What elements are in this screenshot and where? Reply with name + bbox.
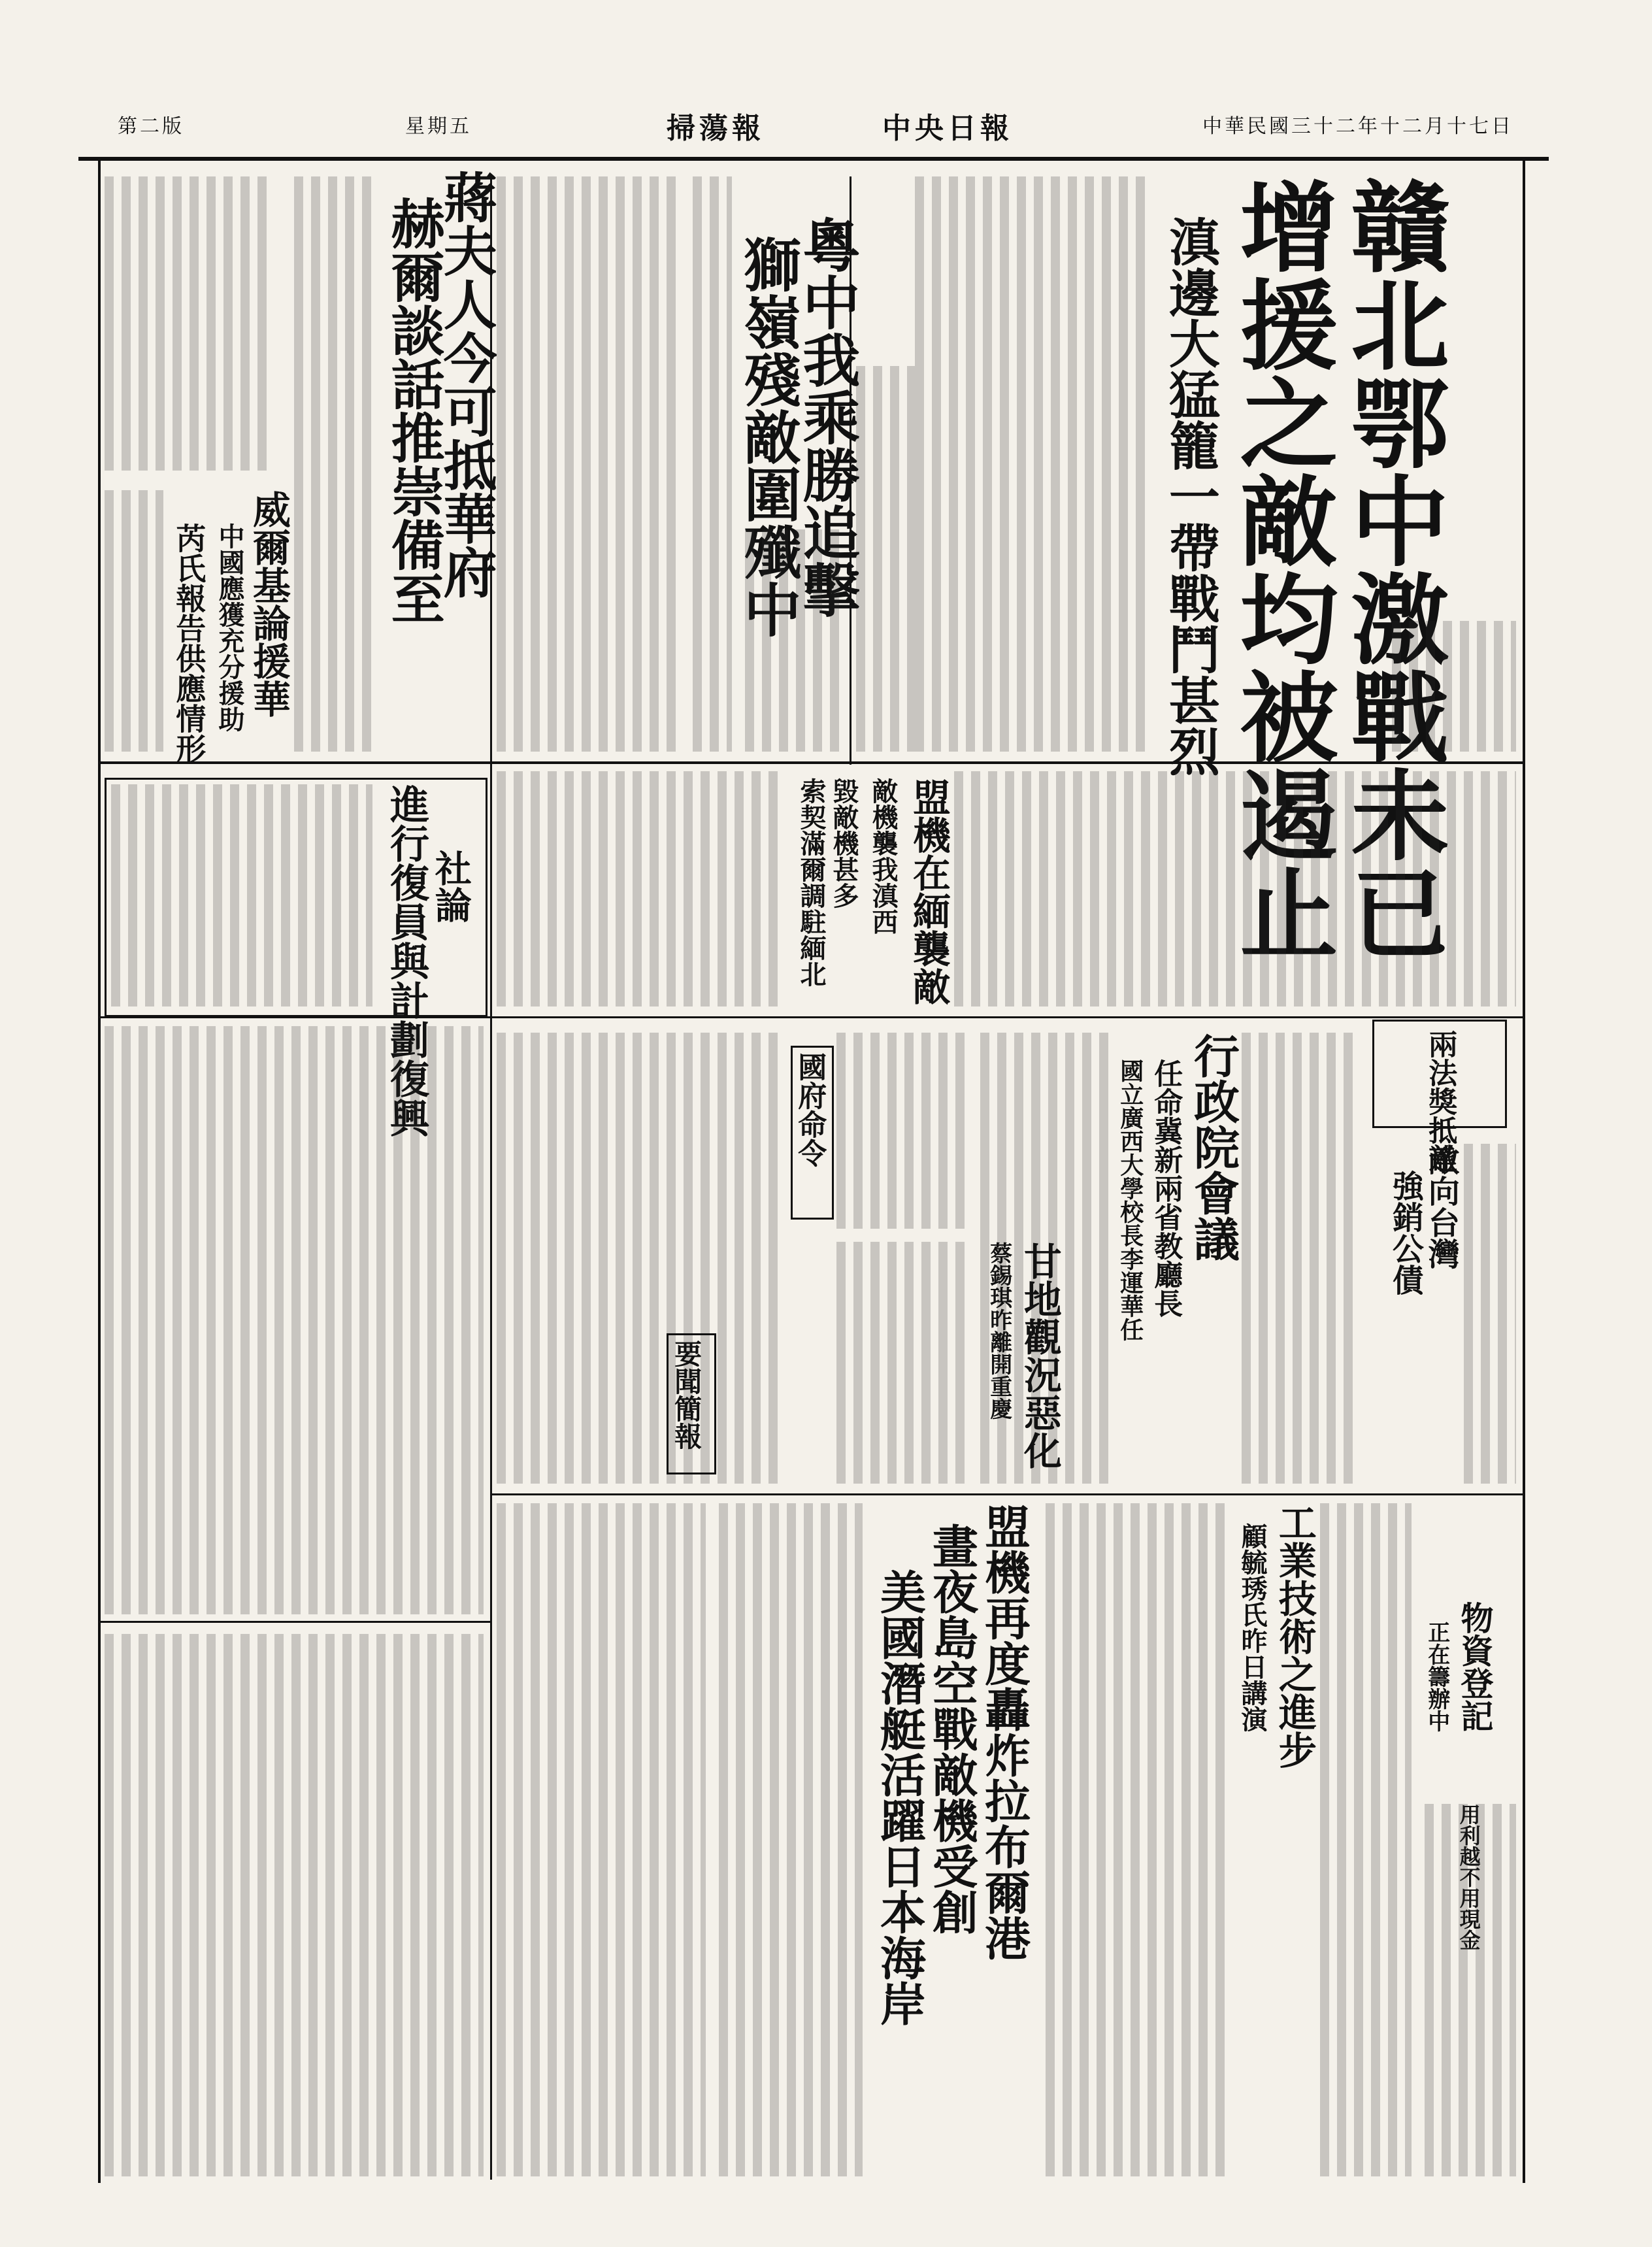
editorial-tag: 社論 [429,850,472,923]
aid-headline-1: 威爾基論援華 [246,490,291,718]
article-text-block [1425,1804,1516,2176]
article-text-block [915,176,1150,752]
article-text-block [294,176,372,752]
rabaul-headline-3: 美國潛艇活躍日本海岸 [872,1569,927,2026]
masthead-day: 星期五 [405,115,472,138]
article-text-block [1392,621,1516,752]
industry-headline-1: 工業技術之進步 [1272,1503,1317,1769]
rabaul-headline-1: 盟機再度轟炸拉布爾港 [977,1503,1032,1961]
article-text-block [497,1033,784,1484]
article-text-block [856,366,915,752]
allied-headline-4: 索契滿爾調駐緬北 [796,778,827,987]
news-brief-headline: 要聞簡報 [670,1340,703,1450]
left-border [98,157,101,2183]
bottom-headline: 用利越不用現金 [1456,1804,1481,1950]
editorial-headline: 進行復員與計劃復興 [384,784,429,1137]
chiang-headline-2: 赫爾談話推崇備至 [382,196,446,625]
council-headline-3: 國立廣西大學校長李運華任 [1116,1059,1144,1341]
article-text-block [836,1242,967,1484]
vertical-rule-1 [490,761,492,2180]
masthead-edition: 掃蕩報 [667,112,765,145]
aid-headline-3: 芮氏報告供應情形 [171,523,207,763]
article-text-block [745,529,843,752]
goods-headline-2: 正在籌辦中 [1423,1621,1450,1732]
main-headline-1: 贛北鄂中激戰未已 [1334,176,1449,961]
article-text-block [1046,1503,1229,2176]
land-headline-1: 甘地觀況惡化 [1017,1242,1062,1469]
article-text-block [1242,1033,1359,1484]
article-text-block [111,784,372,1007]
main-headline-2: 增援之敵均被遏止 [1223,176,1338,961]
council-headline-2: 任命冀新兩省教廳長 [1149,1059,1183,1318]
article-text-block [497,1503,706,2176]
article-text-block [105,490,163,752]
masthead-page: 第二版 [118,115,184,138]
industry-headline-2: 顧毓琇氏昨日講演 [1237,1523,1268,1732]
rabaul-headline-2: 畫夜島空戰敵機受創 [925,1523,980,1935]
editorial-text-block [105,1634,484,2176]
article-text-block [105,176,274,471]
article-text-block [497,771,784,1007]
council-headline-1: 行政院會議 [1186,1033,1241,1261]
article-text-block [693,176,732,752]
article-text-block [836,1033,967,1229]
allied-headline-1: 盟機在緬襲敵 [906,778,951,1005]
allied-headline-3: 毀敵機甚多 [829,778,859,908]
chiang-headline-1: 蔣夫人今可抵華府 [435,170,498,599]
guangdong-headline-2: 獅嶺殘敵圍殲中 [735,235,803,638]
article-text-block [497,176,680,752]
land-headline-2: 蔡錫琪昨離開重慶 [985,1242,1012,1420]
guangdong-headline-1: 粵中我乘勝追擊 [793,216,862,618]
editorial-text-block [105,1026,484,1614]
article-text-block [1320,1503,1412,2176]
article-text-block [954,771,1516,1007]
main-subheadline: 滇邊大猛籠一帶戰鬥甚烈 [1160,216,1220,776]
article-text-block [719,1503,863,2176]
decree-headline: 國府命令 [793,1052,827,1167]
aid-headline-2: 中國應獲充分援助 [214,523,245,732]
bonds-headline-1: 敵向台灣 [1423,1144,1460,1269]
goods-headline-1: 物資登記 [1455,1601,1495,1732]
law-headline: 兩法獎抵達 [1423,1029,1457,1173]
bonds-headline-2: 強銷公債 [1387,1170,1424,1295]
horizontal-rule-4 [98,1621,490,1623]
masthead-paper-name: 中央日報 [882,112,1013,145]
masthead [78,98,1549,161]
horizontal-rule-3 [490,1493,1525,1495]
right-border [1523,157,1525,2183]
article-text-block [1464,1144,1516,1484]
masthead-date: 中華民國三十二年十二月十七日 [1202,115,1513,138]
allied-headline-2: 敵機襲我滇西 [868,778,899,935]
